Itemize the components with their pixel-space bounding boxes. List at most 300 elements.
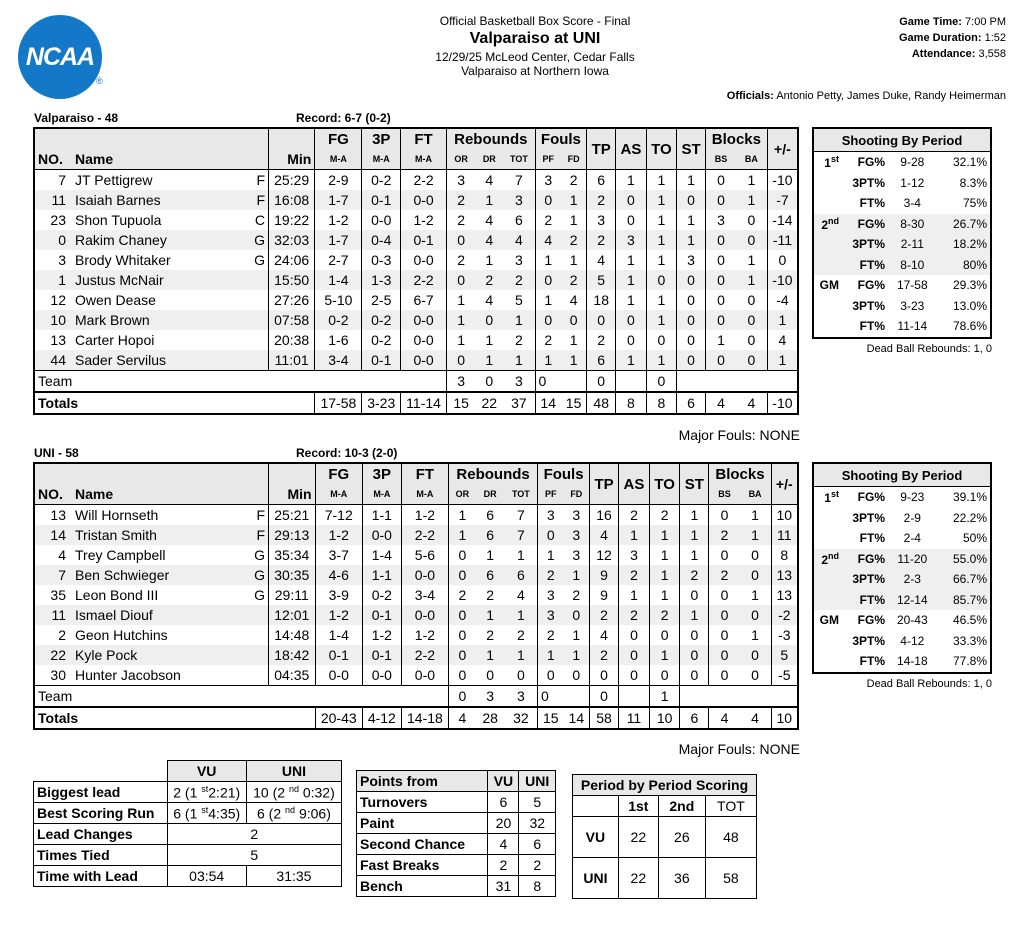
major-fouls-label: Major Fouls: [678, 741, 756, 757]
player-tp: 6 [587, 170, 616, 191]
player-as: 2 [619, 565, 650, 585]
uni-best-run: 6 (2 $^{nd}$ 9:06) [246, 803, 341, 824]
player-reb-tot: 6 [515, 212, 523, 228]
total-tp3: 3-23 [362, 392, 401, 414]
sbp-row [813, 590, 991, 611]
player-bs: 0 [705, 250, 736, 270]
player-tp3: 0-2 [362, 585, 401, 605]
game-time: 7:00 PM [965, 16, 1006, 28]
sbp-stat-label: FT% [859, 531, 885, 546]
player-or: 1 [447, 330, 476, 350]
officials [727, 90, 1006, 102]
player-number: 2 [58, 627, 66, 643]
col-made-attempted: M-A [362, 484, 401, 505]
date-venue: 12/29/25 McLeod Center, Cedar Falls [435, 50, 635, 64]
col-as: AS [616, 128, 647, 170]
player-name: Trey Campbell [75, 547, 166, 563]
player-fd: 2 [572, 587, 581, 603]
player-to: 1 [646, 290, 676, 310]
sbp-stat-label: FT% [842, 255, 888, 276]
player-ft: 0-0 [401, 310, 447, 330]
player-bs: 0 [709, 605, 740, 625]
player-st: 1 [680, 505, 709, 526]
player-position: G [248, 565, 269, 585]
player-minutes: 14:48 [274, 627, 310, 643]
matchup-title: Valparaiso at UNI [469, 30, 601, 47]
sbp-ft-pct: 50% [962, 531, 987, 546]
player-plus-minus: 13 [771, 585, 798, 605]
player-fd: 1 [564, 645, 590, 665]
player-minutes: 04:35 [274, 667, 310, 683]
period-number: 2 [821, 552, 828, 567]
player-to: 0 [646, 270, 676, 290]
player-or: 0 [449, 625, 476, 645]
col-min-label: Min [269, 484, 316, 505]
player-ba: 0 [740, 565, 772, 585]
player-ft: 2-2 [401, 270, 447, 290]
uni-box-score [33, 462, 799, 730]
totals-row [34, 392, 798, 414]
player-pf: 1 [535, 250, 561, 270]
player-plus-minus: 5 [771, 645, 798, 665]
col-made-attempted: M-A [401, 149, 447, 170]
blank-cell [269, 371, 447, 393]
player-tp3: 0-3 [362, 250, 401, 270]
player-pf: 0 [538, 525, 564, 545]
player-plus-minus: -5 [771, 665, 798, 686]
player-name: JT Pettigrew [75, 172, 153, 188]
sbp-stat-label: FG% [842, 549, 888, 570]
col-dr: DR [475, 149, 503, 170]
player-fg: 3-9 [315, 585, 362, 605]
player-fd: 3 [572, 547, 581, 563]
player-as: 2 [619, 505, 650, 526]
period-number: GM [819, 278, 839, 293]
player-row [34, 230, 798, 250]
value: 6 [173, 805, 181, 822]
player-fg: 1-4 [315, 270, 362, 290]
player-row [34, 330, 798, 350]
sbp-period [813, 296, 842, 317]
points-from-row [357, 792, 556, 813]
sbp-period [813, 631, 842, 652]
player-tp3: 0-2 [362, 170, 401, 191]
sbp-ft-pct: 78.6% [952, 319, 987, 334]
player-plus-minus: -10 [767, 170, 798, 191]
sbp-period [813, 275, 842, 296]
player-tp: 2 [590, 605, 619, 625]
col-st: ST [677, 128, 706, 170]
sbp-period [813, 610, 842, 631]
player-dr: 0 [486, 667, 495, 683]
player-number: 35 [50, 587, 66, 603]
vu-value: 2 [488, 855, 519, 876]
player-ba: 0 [747, 332, 756, 348]
player-reb-tot: 4 [503, 230, 535, 250]
player-as: 1 [616, 170, 647, 191]
time: 0:32 [302, 784, 331, 801]
total-st: 6 [677, 392, 706, 414]
sbp-ft-pct: 85.7% [937, 590, 991, 611]
player-fd: 1 [561, 350, 587, 371]
player-as: 2 [619, 605, 650, 625]
sbp-stat-label: FT% [859, 196, 885, 211]
player-row [34, 310, 798, 330]
lead-summary-table [33, 760, 342, 887]
period-suffix: st [201, 804, 209, 815]
value: 10 [253, 784, 269, 801]
player-position [248, 310, 269, 330]
player-ba: 1 [751, 507, 759, 523]
player-as: 3 [619, 545, 650, 565]
player-row [34, 210, 798, 230]
player-ft: 0-1 [401, 230, 447, 250]
total-tp3: 4-12 [362, 707, 401, 729]
player-tp: 2 [590, 645, 619, 665]
total-ba: 4 [736, 392, 767, 414]
row-label: Best Scoring Run [34, 803, 168, 824]
player-pf: 2 [535, 210, 561, 230]
col-st: ST [680, 463, 709, 505]
player-reb-tot: 1 [503, 350, 535, 371]
player-to: 1 [646, 170, 676, 191]
player-st: 0 [680, 665, 709, 686]
uni-record: Record: 10-3 (2-0) [296, 446, 398, 460]
total-tp: 48 [587, 392, 616, 414]
player-st: 1 [677, 230, 706, 250]
player-row [34, 290, 798, 310]
player-position [248, 665, 269, 686]
player-position: F [248, 170, 269, 191]
period-scoring-row [573, 858, 757, 899]
player-or: 1 [449, 525, 476, 545]
total-reb-tot: 32 [505, 707, 538, 729]
player-or: 0 [449, 645, 476, 665]
player-number: 7 [34, 565, 72, 585]
col-made-attempted: M-A [362, 149, 401, 170]
sbp-stat-label: 3PT% [852, 633, 885, 648]
blank-cell [564, 686, 590, 708]
totals-row [34, 707, 798, 729]
player-to: 1 [646, 310, 676, 330]
uni-value: 2 [519, 855, 556, 876]
points-from-title: Points from [357, 771, 488, 792]
team-row [34, 686, 798, 708]
period: 2 [273, 805, 282, 822]
col-tot: TOT [503, 149, 535, 170]
player-st: 1 [680, 525, 709, 545]
player-bs: 0 [705, 270, 736, 290]
col-uni: UNI [246, 761, 341, 782]
col-made-attempted: M-A [315, 149, 362, 170]
blank-cell [269, 707, 316, 729]
total-to: 8 [646, 392, 676, 414]
player-dr: 1 [475, 190, 503, 210]
sbp-fg-pct: 55.0% [937, 549, 991, 570]
period-col: 1st [618, 796, 658, 817]
sbp-3pt-pct: 66.7% [937, 569, 991, 590]
player-bs: 3 [705, 210, 736, 230]
player-st: 0 [677, 190, 706, 210]
player-row [34, 270, 798, 290]
sbp-row [813, 214, 991, 235]
sbp-row [813, 610, 991, 631]
player-ba: 0 [740, 605, 772, 625]
player-minutes: 24:06 [274, 252, 310, 268]
player-plus-minus: -14 [767, 210, 798, 230]
player-ft: 0-0 [401, 605, 448, 625]
valpo-shooting-by-period [812, 127, 992, 339]
sbp-stat-label: 3PT% [852, 298, 885, 313]
player-dr: 2 [486, 627, 495, 643]
team-dr: 3 [476, 686, 505, 708]
blank-header [34, 463, 269, 484]
row-label: Fast Breaks [357, 855, 488, 876]
col-bs: BS [709, 484, 740, 505]
player-plus-minus: -4 [767, 290, 798, 310]
player-ba: 1 [751, 587, 759, 603]
blank-cell [619, 686, 650, 708]
player-pf: 4 [535, 230, 561, 250]
player-number: 10 [34, 310, 72, 330]
player-tp3: 0-1 [362, 190, 401, 210]
player-plus-minus: 13 [771, 565, 798, 585]
sbp-fg-made-attempted: 9-28 [900, 155, 925, 170]
times-tied-value: 5 [167, 845, 341, 866]
col-no: NO. [34, 149, 72, 170]
col-pf: PF [538, 484, 564, 505]
player-tp3: 0-2 [362, 330, 401, 350]
major-fouls-value: NONE [759, 741, 800, 757]
player-bs: 0 [705, 350, 736, 371]
team-row [34, 371, 798, 393]
player-ft: 2-2 [401, 525, 448, 545]
sbp-fg-made-attempted: 9-23 [900, 490, 925, 505]
sbp-title: Shooting By Period [813, 128, 991, 152]
player-bs: 0 [709, 645, 740, 665]
major-fouls-label: Major Fouls: [678, 427, 756, 443]
player-name: Justus McNair [72, 270, 248, 290]
player-bs: 2 [709, 525, 740, 545]
player-as: 0 [616, 310, 647, 330]
player-fd: 2 [561, 270, 587, 290]
player-tp: 2 [587, 190, 616, 210]
player-as: 1 [616, 350, 647, 371]
total-dr: 22 [475, 392, 503, 414]
player-row [34, 170, 798, 191]
player-minutes: 07:58 [269, 310, 315, 330]
uni-shooting-by-period [812, 462, 992, 674]
times-tied-row [34, 845, 342, 866]
sbp-period [813, 234, 842, 255]
valpo-dead-ball-rebounds: Dead Ball Rebounds: 1, 0 [866, 343, 992, 355]
player-st: 0 [677, 350, 706, 371]
col-ft: FT [401, 128, 447, 149]
player-dr: 4 [475, 230, 503, 250]
player-bs: 0 [709, 505, 740, 526]
blank-cell [616, 371, 647, 393]
player-fd: 3 [564, 525, 590, 545]
total-plus-minus: -10 [767, 392, 798, 414]
player-position: C [248, 210, 269, 230]
player-or: 0 [449, 665, 476, 686]
player-tp3: 0-1 [362, 350, 401, 371]
player-tp3: 0-0 [362, 665, 401, 686]
player-plus-minus: -7 [767, 190, 798, 210]
points-from-row [357, 834, 556, 855]
total-or: 4 [449, 707, 476, 729]
player-pf: 2 [538, 625, 564, 645]
player-minutes: 29:11 [274, 587, 309, 603]
sbp-3pt-made-attempted: 4-12 [900, 633, 925, 648]
player-fg: 0-2 [315, 310, 362, 330]
row-label: Bench [357, 876, 488, 897]
player-tp3: 2-5 [362, 290, 401, 310]
team-tp: 0 [587, 371, 616, 393]
sbp-period [813, 549, 842, 570]
period-scoring-title-row [573, 775, 757, 796]
vu-best-run: 6 (1 $^{st}$4:35) [167, 803, 246, 824]
player-plus-minus: 1 [767, 350, 798, 371]
period-suffix: nd [828, 550, 839, 561]
player-plus-minus: 0 [767, 250, 798, 270]
biggest-lead-row [34, 782, 342, 803]
attendance-label: Attendance: [911, 48, 976, 60]
uni-time-with-lead: 31:35 [246, 866, 341, 887]
col-3p: 3P [362, 128, 401, 149]
sbp-stat-label: 3PT% [852, 175, 885, 190]
player-fg: 1-2 [315, 210, 362, 230]
player-position [248, 350, 269, 371]
period: 1 [189, 805, 198, 822]
player-ft: 2-2 [401, 645, 448, 665]
player-bs: 0 [709, 665, 740, 686]
total-plus-minus: 10 [771, 707, 798, 729]
player-to: 2 [649, 605, 680, 625]
header-row [34, 463, 798, 484]
player-fd: 0 [572, 667, 581, 683]
sbp-row [813, 234, 991, 255]
total-fd: 15 [561, 392, 587, 414]
player-or: 1 [447, 290, 476, 310]
player-or: 0 [449, 605, 476, 625]
player-dr: 1 [485, 332, 494, 348]
player-fg: 5-10 [315, 290, 362, 310]
player-fd: 0 [564, 605, 590, 625]
player-dr: 6 [476, 565, 505, 585]
officials-label: Officials: [726, 90, 774, 102]
blank-cell [34, 761, 168, 782]
sbp-row [813, 275, 991, 296]
player-bs: 0 [709, 585, 740, 605]
player-reb-tot: 2 [515, 332, 523, 348]
player-pf: 1 [535, 290, 561, 310]
col-or: OR [447, 149, 476, 170]
player-name: Tristan Smith [72, 525, 248, 545]
player-pf: 3 [538, 505, 564, 526]
player-ba: 1 [747, 172, 756, 188]
player-minutes: 35:34 [274, 547, 310, 563]
total-as: 8 [616, 392, 647, 414]
player-fd: 1 [569, 212, 578, 228]
period-suffix: st [830, 489, 839, 500]
vu-value: 6 [488, 792, 519, 813]
sbp-row [813, 173, 991, 194]
sbp-row [813, 651, 991, 673]
player-st: 1 [680, 545, 709, 565]
player-pf: 2 [538, 565, 564, 585]
player-as: 3 [616, 230, 647, 250]
col-no: NO. [34, 484, 72, 505]
player-reb-tot: 2 [516, 627, 525, 643]
total-dr: 28 [476, 707, 505, 729]
player-bs: 0 [705, 230, 736, 250]
total-st: 6 [680, 707, 709, 729]
player-or: 2 [447, 250, 476, 270]
sbp-period [813, 487, 842, 508]
team-reb-tot: 3 [503, 371, 535, 393]
col-tp: TP [590, 463, 619, 505]
player-ba: 1 [751, 627, 759, 643]
col-ba: BA [736, 149, 767, 170]
player-ba: 0 [736, 350, 767, 371]
sbp-period [813, 316, 842, 338]
player-fd: 1 [561, 190, 587, 210]
player-as: 0 [619, 665, 650, 686]
player-position: G [248, 545, 269, 565]
player-position: G [248, 585, 269, 605]
player-name: Rakim Chaney [72, 230, 248, 250]
player-ft: 6-7 [401, 290, 447, 310]
player-row [34, 625, 798, 645]
period-number: GM [819, 613, 839, 628]
blank-cell [269, 392, 315, 414]
matchup-subtitle: Valparaiso at Northern Iowa [461, 64, 609, 78]
player-fg: 1-7 [315, 190, 362, 210]
player-minutes: 12:01 [269, 605, 316, 625]
points-from-row [357, 876, 556, 897]
ncaa-logo [18, 15, 102, 99]
col-name: Name [72, 484, 269, 505]
col-rebounds: Rebounds [447, 128, 535, 149]
sbp-row [813, 508, 991, 529]
header-row [34, 128, 798, 149]
period-scoring-table [572, 774, 757, 899]
sbp-row [813, 193, 991, 214]
team-or: 3 [447, 371, 476, 393]
sbp-ft-made-attempted: 2-4 [903, 531, 921, 546]
player-or: 2 [447, 190, 476, 210]
player-ba: 0 [751, 547, 759, 563]
player-dr: 0 [475, 310, 503, 330]
player-reb-tot: 1 [503, 310, 535, 330]
player-name: Geon Hutchins [75, 627, 168, 643]
player-pf: 3 [538, 585, 564, 605]
player-fg: 0-0 [315, 665, 362, 686]
col-to: TO [646, 128, 676, 170]
player-pf: 1 [535, 350, 561, 371]
best-run-row [34, 803, 342, 824]
player-fg: 1-7 [315, 230, 362, 250]
player-reb-tot: 4 [516, 587, 525, 603]
player-st: 1 [680, 605, 709, 625]
player-or: 3 [447, 170, 476, 191]
player-bs: 2 [709, 565, 740, 585]
sbp-period [813, 214, 842, 235]
player-dr: 1 [476, 645, 505, 665]
row-label: Times Tied [34, 845, 168, 866]
col-vu: VU [488, 771, 519, 792]
